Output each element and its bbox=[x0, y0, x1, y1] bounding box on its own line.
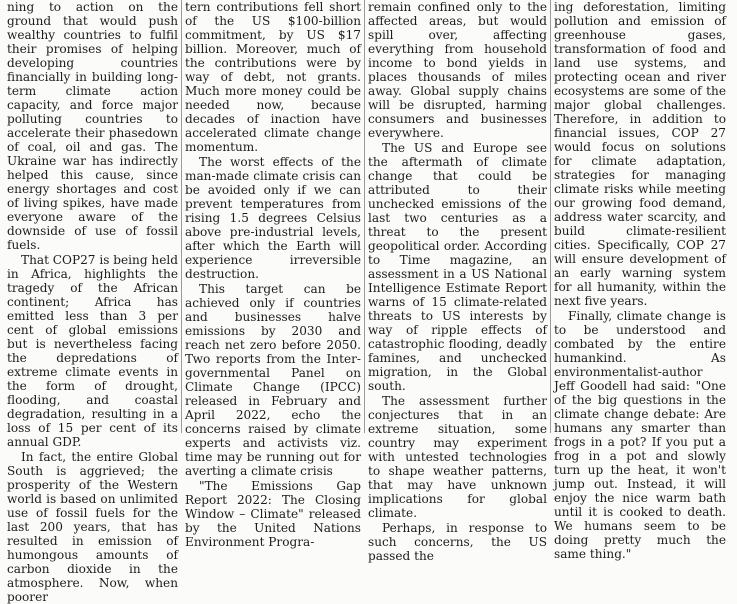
paragraph: The assessment further conjectures that in an extreme situation, some country may experiment with untested technologies to shape weather patterns, that may have unknown implications for global climate. bbox=[368, 394, 547, 520]
paragraph: That COP27 is being held in Africa, highlights the tragedy of the African continent; Africa has emitted less than 3 per cent of global emissions but is nevertheless facing the depredations of extreme climate events in the form of drought, flooding, and coastal degradation, resulting in a loss of 15 per cent of its annual GDP. bbox=[7, 253, 178, 449]
paragraph: remain confined only to the affected areas, but would spill over, affecting everything from household income to bond yields in places thousands of miles away. Global supply chains will be disrupted, harming consumers and businesses everywhere. bbox=[368, 0, 547, 140]
paragraph: The worst effects of the man-made climate crisis can be avoided only if we can prevent temperatures from rising 1.5 degrees Celsius above pre-industrial levels, after which the Earth will experience irreversible destruction. bbox=[185, 155, 361, 281]
paragraph: Perhaps, in response to such concerns, the US passed the bbox=[368, 521, 547, 563]
article-column-2 bbox=[182, 0, 365, 549]
paragraph: tern contributions fell short of the US $100-billion commitment, by US $17 billion. Moreover, much of the contributions were by way of debt, not grants. Much more money could be needed now, because decades of inaction have accelerated climate change momentum. bbox=[185, 0, 361, 154]
paragraph: This target can be achieved only if countries and businesses halve emissions by 2030 and reach net zero before 2050. Two reports from the Inter-governmental Panel on Climate Change (IPCC) released in February and April 2022, echo the concerns raised by climate experts and activists viz. time may be running out for averting a climate crisis bbox=[185, 282, 361, 478]
article-column-3 bbox=[365, 0, 551, 563]
article-column-4 bbox=[551, 0, 729, 561]
paragraph: "The Emissions Gap Report 2022: The Closing Window – Climate" released by the United Nations Environment Progra- bbox=[185, 479, 361, 549]
paragraph: ing deforestation, limiting pollution and emission of greenhouse gases, transformation of food and land use systems, and protecting ocean and river ecosystems are some of the major global challenges. Therefore, in addition to financial issues, COP 27 would focus on solutions for climate adaptation, strategies for managing climate risks while meeting our growing food demand, address water scarcity, and build climate-resilient cities. Specifically, COP 27 will ensure development of an early warning system for all humanity, within the next five years. bbox=[554, 0, 726, 308]
paragraph: ning to action on the ground that would push wealthy countries to fulfil their promises of helping developing countries financially in building long-term climate action capacity, and force major polluting countries to accelerate their phasedown of coal, oil and gas. The Ukraine war has indirectly helped this cause, since energy shortages and cost of living spikes, have made everyone aware of the downside of use of fossil fuels. bbox=[7, 0, 178, 252]
paragraph: The US and Europe see the aftermath of climate change that could be attributed to their unchecked emissions of the last two centuries as a threat to the present geopolitical order. According to Time magazine, an assessment in a US National Intelligence Estimate Report warns of 15 climate-related threats to US interests by way of ripple effects of catastrophic flooding, deadly famines, and unchecked migration, in the Global south. bbox=[368, 141, 547, 393]
article-column-1 bbox=[4, 0, 182, 604]
paragraph: Finally, climate change is to be understood and combated by the entire humankind. As environmentalist-author Jeff Goodell had said: "One of the big questions in the climate change debate: Are humans any smarter than frogs in a pot? If you put a frog in a pot and slowly turn up the heat, it won't jump out. Instead, it will enjoy the nice warm bath until it is cooked to death. We humans seem to be doing pretty much the same thing." bbox=[554, 309, 726, 561]
paragraph: In fact, the entire Global South is aggrieved; the prosperity of the Western world is based on unlimited use of fossil fuels for the last 200 years, that has resulted in emission of humongous amounts of carbon dioxide in the atmosphere. Now, when poorer bbox=[7, 450, 178, 604]
